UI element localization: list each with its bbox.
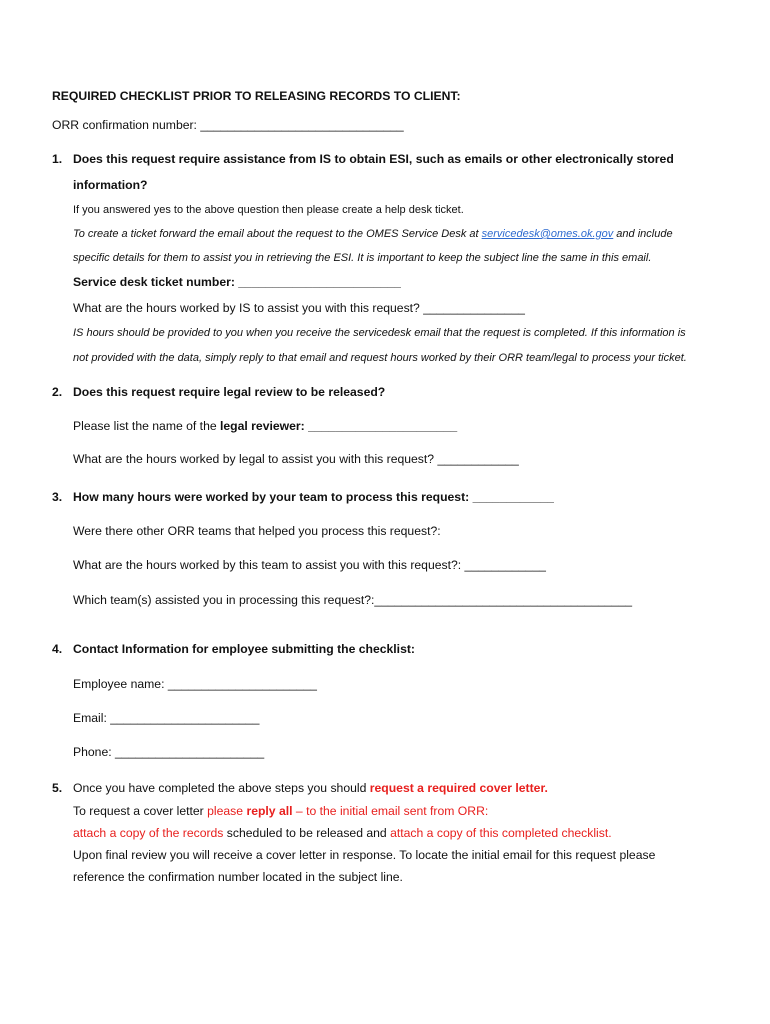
help-desk-note: If you answered yes to the above question then please create a help desk ticket. — [73, 204, 464, 216]
is-hours-note: IS hours should be provided to you when you receive the servicedesk email that the request is completed. If this information is — [73, 327, 686, 339]
service-desk-email-link[interactable]: servicedesk@omes.ok.gov — [481, 228, 614, 240]
reply-all-instructions — [73, 803, 488, 819]
this-team-hours-field[interactable]: What are the hours worked by this team to assist you with this request?: ____________ — [73, 558, 546, 572]
legal-reviewer-field[interactable] — [73, 418, 457, 434]
orr-confirmation-field[interactable]: ORR confirmation number: ______________________________ — [52, 118, 404, 132]
which-teams-field[interactable]: Which team(s) assisted you in processing this request?:______________________________________ — [73, 593, 633, 607]
question-1 — [52, 151, 674, 167]
ticket-instructions — [73, 226, 673, 242]
checklist-title: REQUIRED CHECKLIST PRIOR TO RELEASING RECORDS TO CLIENT: — [52, 89, 461, 103]
employee-phone-field[interactable]: Phone: ______________________ — [73, 745, 265, 759]
employee-name-field[interactable]: Employee name: ______________________ — [73, 677, 317, 691]
other-teams-field[interactable]: Were there other ORR teams that helped you process this request?: — [73, 524, 441, 538]
employee-email-field[interactable]: Email: ______________________ — [73, 711, 260, 725]
attach-records: attach a copy of the records — [73, 826, 224, 840]
final-review-note: Upon final review you will receive a cover letter in response. To locate the initial email for this request please — [73, 848, 656, 862]
question-text: Contact Information for employee submitting the checklist: — [73, 642, 415, 656]
reviewer-prefix: Please list the name of the — [73, 419, 221, 433]
question-text: Does this request require legal review to be released? — [73, 385, 386, 399]
team-hours-field[interactable]: How many hours were worked by your team to process this request: ____________ — [73, 490, 554, 504]
ticket-instructions-cont: specific details for them to assist you in retrieving the ESI. It is important to keep the subject line the same in this email. — [73, 252, 652, 264]
attach-checklist: attach a copy of this completed checklist. — [390, 826, 612, 840]
service-desk-ticket-field[interactable]: Service desk ticket number: ________________________ — [73, 275, 401, 289]
req-please: please — [207, 804, 247, 818]
cover-letter-emphasis: request a required cover letter. — [369, 781, 548, 795]
attach-mid: scheduled to be released and — [223, 826, 391, 840]
question-number: 1. — [52, 152, 63, 166]
question-2 — [52, 384, 385, 400]
question-number: 2. — [52, 385, 63, 399]
legal-hours-field[interactable]: What are the hours worked by legal to assist you with this request? ____________ — [73, 452, 519, 466]
step-5-intro: Once you have completed the above steps you should — [73, 781, 370, 795]
question-1-cont: information? — [73, 178, 148, 192]
question-text: Does this request require assistance from IS to obtain ESI, such as emails or other electronically stored — [73, 152, 674, 166]
reply-all-emphasis: reply all — [246, 804, 293, 818]
question-4 — [52, 641, 415, 657]
question-number: 5. — [52, 781, 63, 795]
instr-text: and include — [613, 228, 673, 240]
is-hours-field[interactable]: What are the hours worked by IS to assist you with this request? _______________ — [73, 301, 525, 315]
is-hours-note-cont: not provided with the data, simply reply to that email and request hours worked by their ORR team/legal to process your ticket. — [73, 352, 687, 364]
reviewer-label: legal reviewer: ______________________ — [220, 419, 458, 433]
question-number: 3. — [52, 490, 63, 504]
req-rest: – to the initial email sent from ORR: — [292, 804, 489, 818]
question-number: 4. — [52, 642, 63, 656]
attach-instructions — [73, 825, 612, 841]
instr-text: To create a ticket forward the email about the request to the OMES Service Desk at — [73, 228, 482, 240]
req-prefix: To request a cover letter — [73, 804, 208, 818]
step-5 — [52, 780, 548, 796]
question-3 — [52, 489, 554, 505]
final-review-note-cont: reference the confirmation number located in the subject line. — [73, 870, 403, 884]
